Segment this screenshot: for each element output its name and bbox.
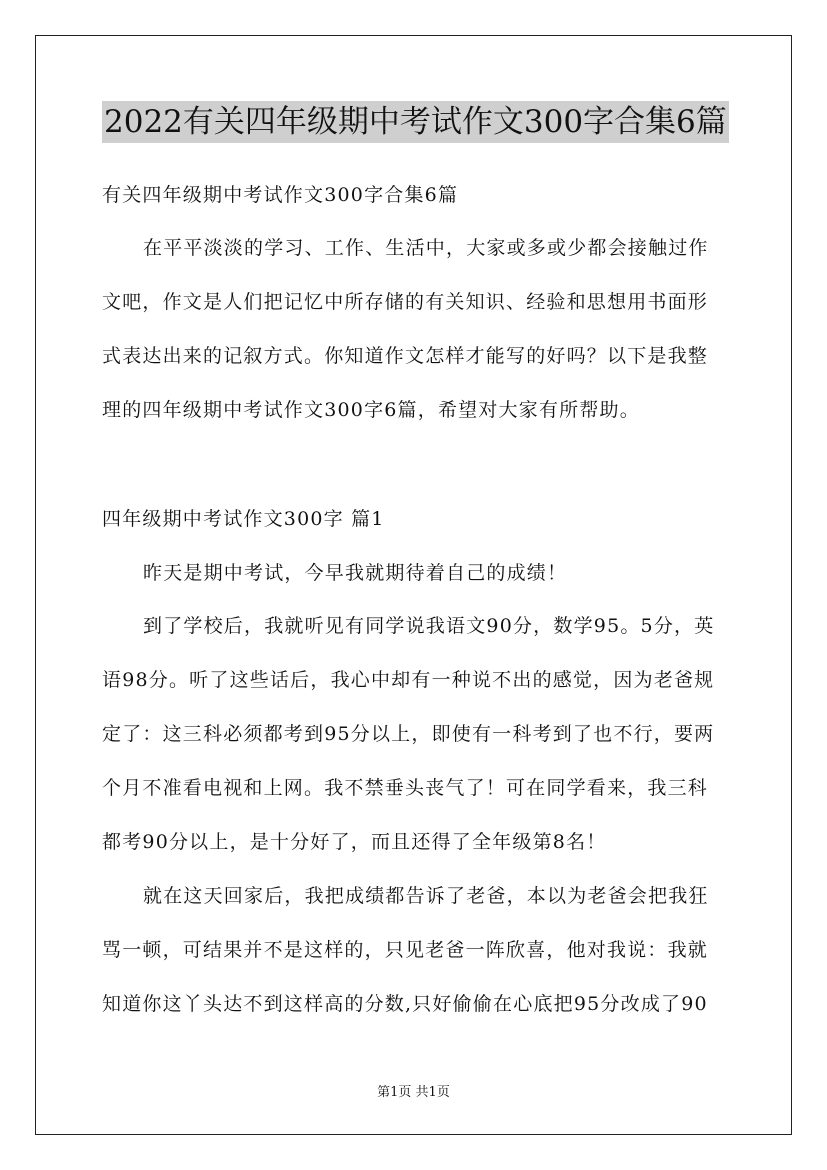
body-line: 到了学校后，我就听见有同学说我语文90分，数学95。5分，英 xyxy=(143,615,715,637)
page-footer: 第1页 共1页 xyxy=(377,1085,450,1100)
body-line: 昨天是期中考试，今早我就期待着自己的成绩！ xyxy=(143,562,568,584)
intro-line: 式表达出来的记叙方式。你知道作文怎样才能写的好吗？以下是我整 xyxy=(102,345,709,367)
document-title: 2022有关四年级期中考试作文300字合集6篇 xyxy=(102,101,729,143)
intro-line: 在平平淡淡的学习、工作、生活中，大家或多或少都会接触过作 xyxy=(143,237,709,259)
body-line: 语98分。听了这些话后，我心中却有一种说不出的感觉，因为老爸规 xyxy=(102,669,715,691)
body-line: 知道你这丫头达不到这样高的分数,只好偷偷在心底把95分改成了90 xyxy=(102,993,708,1015)
intro-line: 理的四年级期中考试作文300字6篇，希望对大家有所帮助。 xyxy=(102,399,640,421)
intro-line: 文吧，作文是人们把记忆中所存储的有关知识、经验和思想用书面形 xyxy=(102,291,709,313)
document-subtitle: 有关四年级期中考试作文300字合集6篇 xyxy=(102,184,459,206)
body-line: 都考90分以上，是十分好了，而且还得了全年级第8名！ xyxy=(102,831,607,853)
body-line: 定了：这三科必须都考到95分以上，即使有一科考到了也不行，要两 xyxy=(102,723,715,745)
body-line: 骂一顿，可结果并不是这样的，只见老爸一阵欣喜，他对我说：我就 xyxy=(102,939,709,961)
body-line: 个月不准看电视和上网。我不禁垂头丧气了！可在同学看来，我三科 xyxy=(102,777,709,799)
body-line: 就在这天回家后，我把成绩都告诉了老爸，本以为老爸会把我狂 xyxy=(143,885,709,907)
section-heading: 四年级期中考试作文300字 篇1 xyxy=(102,508,385,530)
